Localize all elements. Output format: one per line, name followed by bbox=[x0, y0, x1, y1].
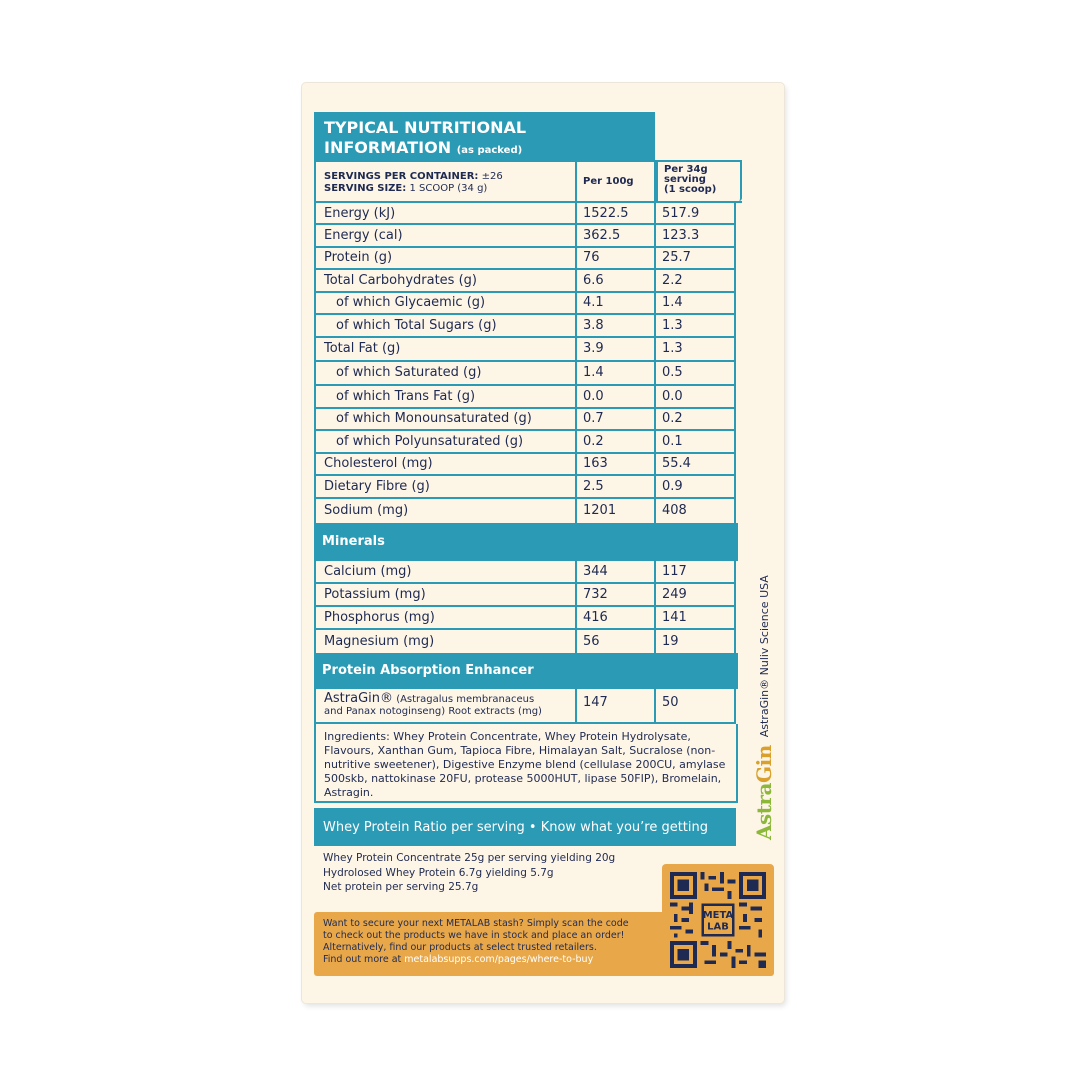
value-serving: 141 bbox=[656, 607, 736, 628]
value-per100: 2.5 bbox=[577, 476, 656, 497]
value-serving: 123.3 bbox=[656, 225, 736, 246]
table-row bbox=[316, 225, 736, 248]
label-title bbox=[314, 112, 655, 160]
col-serving-line1: Per 34g bbox=[664, 164, 708, 175]
table-row bbox=[316, 476, 736, 499]
value-serving: 117 bbox=[656, 561, 736, 582]
qr-code-icon[interactable] bbox=[662, 864, 774, 976]
value-per100: 6.6 bbox=[577, 270, 656, 291]
title-line1: TYPICAL NUTRITIONAL bbox=[324, 118, 527, 137]
table-row bbox=[316, 362, 736, 386]
table-row bbox=[316, 203, 736, 225]
table-row bbox=[316, 630, 736, 653]
table-row bbox=[316, 431, 736, 454]
table-row bbox=[316, 338, 736, 362]
value-serving: 408 bbox=[656, 499, 736, 523]
nutrient-rows bbox=[314, 203, 736, 803]
nutrient-name: Total Carbohydrates (g) bbox=[316, 270, 577, 291]
nutrient-name: Energy (cal) bbox=[316, 225, 577, 246]
nutrient-name: of which Trans Fat (g) bbox=[316, 386, 577, 407]
nutrient-name: Dietary Fibre (g) bbox=[316, 476, 577, 497]
logo-part-a: Astra bbox=[752, 782, 776, 840]
enhancer-desc-line2: and Panax notoginseng) Root extracts (mg) bbox=[324, 705, 542, 717]
mineral-name: Calcium (mg) bbox=[316, 561, 577, 582]
value-serving: 0.9 bbox=[656, 476, 736, 497]
col-serving-line2: serving bbox=[664, 174, 706, 185]
value-serving: 249 bbox=[656, 584, 736, 605]
cta-line: Alternatively, find our products at select trusted retailers. bbox=[323, 942, 597, 953]
cta-line: Find out more at bbox=[323, 954, 402, 965]
col-serving-line3: (1 scoop) bbox=[664, 184, 717, 195]
col-per-serving bbox=[656, 162, 742, 201]
value-per100: 56 bbox=[577, 630, 656, 653]
table-row bbox=[316, 561, 736, 584]
svg-text:META: META bbox=[702, 910, 734, 922]
table-row bbox=[316, 386, 736, 409]
astragin-sidebar bbox=[752, 575, 776, 840]
logo-part-b: Gin bbox=[752, 745, 776, 783]
cta-line: to check out the products we have in stock and place an order! bbox=[323, 930, 625, 941]
protein-notes bbox=[323, 851, 615, 895]
value-serving: 19 bbox=[656, 630, 736, 653]
nutrient-name: of which Glycaemic (g) bbox=[316, 293, 577, 314]
value-per100: 0.7 bbox=[577, 409, 656, 430]
serving-size-label: SERVING SIZE: bbox=[324, 183, 407, 194]
table-row bbox=[316, 409, 736, 432]
svg-text:LAB: LAB bbox=[707, 921, 729, 933]
value-per100: 147 bbox=[577, 689, 656, 722]
value-per100: 163 bbox=[577, 454, 656, 475]
table-header bbox=[314, 160, 742, 203]
nutrition-table bbox=[314, 160, 742, 803]
table-row bbox=[316, 270, 736, 293]
astragin-brand: AstraGin® bbox=[324, 690, 393, 706]
table-row bbox=[316, 293, 736, 316]
protein-note: Hydrolosed Whey Protein 6.7g yielding 5.7g bbox=[323, 866, 554, 879]
table-row bbox=[316, 499, 736, 523]
col-per100: Per 100g bbox=[577, 162, 656, 201]
whey-ratio-banner: Whey Protein Ratio per serving • Know what you’re getting bbox=[314, 808, 736, 846]
value-serving: 1.4 bbox=[656, 293, 736, 314]
nutrient-name: Sodium (mg) bbox=[316, 499, 577, 523]
value-serving: 2.2 bbox=[656, 270, 736, 291]
title-suffix: (as packed) bbox=[456, 145, 523, 156]
value-per100: 0.2 bbox=[577, 431, 656, 452]
nutrient-name: of which Polyunsaturated (g) bbox=[316, 431, 577, 452]
value-per100: 76 bbox=[577, 248, 656, 269]
servings-value: ±26 bbox=[481, 171, 503, 182]
mineral-name: Magnesium (mg) bbox=[316, 630, 577, 653]
table-row bbox=[316, 454, 736, 477]
table-row bbox=[316, 248, 736, 271]
protein-note: Net protein per serving 25.7g bbox=[323, 881, 479, 893]
qr-code-graphic bbox=[670, 872, 766, 968]
value-serving: 0.5 bbox=[656, 362, 736, 384]
value-serving: 1.3 bbox=[656, 315, 736, 336]
value-per100: 4.1 bbox=[577, 293, 656, 314]
value-serving: 0.2 bbox=[656, 409, 736, 430]
enhancer-name bbox=[316, 689, 577, 722]
nutrient-name: of which Monounsaturated (g) bbox=[316, 409, 577, 430]
table-row bbox=[316, 689, 736, 724]
nutrient-name: Cholesterol (mg) bbox=[316, 454, 577, 475]
value-serving: 55.4 bbox=[656, 454, 736, 475]
value-per100: 416 bbox=[577, 607, 656, 628]
cta-line: Want to secure your next METALAB stash? Simply scan the code bbox=[323, 918, 629, 929]
value-serving: 0.1 bbox=[656, 431, 736, 452]
astragin-credit: AstraGin® Nuliv Science USA bbox=[757, 575, 771, 738]
value-per100: 344 bbox=[577, 561, 656, 582]
value-per100: 1201 bbox=[577, 499, 656, 523]
minerals-heading: Minerals bbox=[314, 523, 738, 561]
nutrient-name: Protein (g) bbox=[316, 248, 577, 269]
mineral-name: Potassium (mg) bbox=[316, 584, 577, 605]
table-row bbox=[316, 315, 736, 338]
enhancer-desc-line1: (Astragalus membranaceus bbox=[396, 693, 535, 705]
enhancer-heading: Protein Absorption Enhancer bbox=[314, 653, 738, 689]
store-link[interactable]: metalabsupps.com/pages/where-to-buy bbox=[404, 954, 594, 965]
value-serving: 25.7 bbox=[656, 248, 736, 269]
value-serving: 1.3 bbox=[656, 338, 736, 360]
title-line2: INFORMATION bbox=[324, 138, 452, 157]
value-per100: 1522.5 bbox=[577, 203, 656, 223]
value-serving: 50 bbox=[656, 689, 736, 722]
value-per100: 0.0 bbox=[577, 386, 656, 407]
table-row bbox=[316, 584, 736, 607]
protein-note: Whey Protein Concentrate 25g per serving yielding 20g bbox=[323, 852, 616, 864]
table-row bbox=[316, 607, 736, 630]
value-per100: 362.5 bbox=[577, 225, 656, 246]
value-serving: 0.0 bbox=[656, 386, 736, 407]
value-per100: 732 bbox=[577, 584, 656, 605]
value-serving: 517.9 bbox=[656, 203, 736, 223]
value-per100: 1.4 bbox=[577, 362, 656, 384]
serving-size-value: 1 SCOOP (34 g) bbox=[409, 183, 488, 194]
astragin-logo bbox=[752, 745, 776, 840]
nutrient-name: Energy (kJ) bbox=[316, 203, 577, 223]
nutrient-name: Total Fat (g) bbox=[316, 338, 577, 360]
servings-label: SERVINGS PER CONTAINER: bbox=[324, 171, 479, 182]
nutrient-name: of which Total Sugars (g) bbox=[316, 315, 577, 336]
serving-info bbox=[316, 162, 577, 201]
ingredients-text: Ingredients: Whey Protein Concentrate, Whey Protein Hydrolysate, Flavours, Xanthan Gum, Tapioca Fibre, Himalayan Salt, Sucralose (non-nutritive sweetener), Digestive Enzyme blend (cellulase 200CU, amylase 500skb, nattokinase 20FU, protease 5000HUT, lipase 50FIP), Bromelain, Astragin. bbox=[316, 724, 738, 803]
value-per100: 3.8 bbox=[577, 315, 656, 336]
nutrient-name: of which Saturated (g) bbox=[316, 362, 577, 384]
mineral-name: Phosphorus (mg) bbox=[316, 607, 577, 628]
value-per100: 3.9 bbox=[577, 338, 656, 360]
